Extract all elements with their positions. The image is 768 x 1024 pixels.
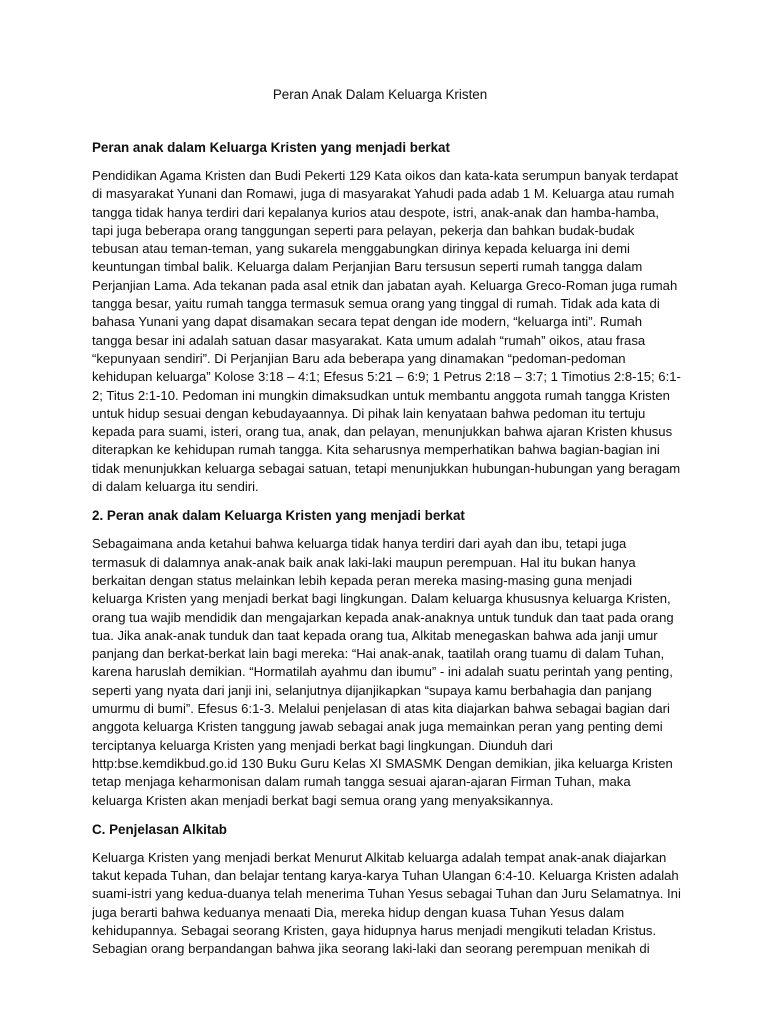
section-3	[92, 820, 682, 959]
document-page	[92, 85, 682, 1020]
section-heading: C. Penjelasan Alkitab	[92, 821, 227, 837]
document-title: Peran Anak Dalam Keluarga Kristen	[272, 87, 488, 102]
section-heading: Peran anak dalam Keluarga Kristen yang menjadi berkat	[92, 140, 450, 155]
section-paragraph: Sebagaimana anda ketahui bahwa keluarga tidak hanya terdiri dari ayah dan ibu, tetapi juga termasuk di dalamnya anak-anak baik anak laki-laki maupun perempuan. Hal itu bukan hanya berkaitan dengan status melainkan lebih kepada peran mereka masing-masing guna menjadi keluarga Kristen yang menjadi berkat bagi lingkungan. Dalam keluarga khususnya keluarga Kristen, orang tua wajib mendidik dan mengajarkan kepada anak-anaknya untuk tunduk dan taat pada orang tua. Jika anak-anak tunduk dan taat kepada orang tua, Alkitab menegaskan bahwa ada janji umur panjang dan berkat-berkat lain bagi mereka: “Hai anak-anak, taatilah orang tuamu di dalam Tuhan, karena haruslah demikian. “Hormatilah ayahmu dan ibumu” - ini adalah suatu perintah yang penting, seperti yang nyata dari janji ini, selanjutnya dijanjikapkan “supaya kamu berbahagia dan panjang umurmu di bumi”. Efesus 6:1-3. Melalui penjelasan di atas kita diajarkan bahwa sebagai bagian dari anggota keluarga Kristen tanggung jawab sebagai anak juga memainkan peran yang penting demi terciptanya keluarga Kristen yang menjadi berkat bagi lingkungan. Diunduh dari http:bse.kemdikbud.go.id 130 Buku Guru Kelas XI SMASMK Dengan demikian, jika keluarga Kristen tetap menjaga keharmonisan dalam rumah tangga sesuai ajaran-ajaran Firman Tuhan, maka keluarga Kristen akan menjadi berkat bagi semua orang yang menyaksikannya.	[92, 536, 674, 808]
section-1	[92, 138, 682, 496]
section-paragraph: Keluarga Kristen yang menjadi berkat Menurut Alkitab keluarga adalah tempat anak-anak diajarkan takut kepada Tuhan, dan belajar tentang karya-karya Tuhan Ulangan 6:4-10. Keluarga Kristen adalah suami-istri yang kedua-duanya telah menerima Tuhan Yesus sebagai Tuhan dan Juru Selamatnya. Ini juga berarti bahwa keduanya menaati Dia, mereka hidup dengan kuasa Tuhan Yesus dalam kehidupannya. Sebagai seorang Kristen, gaya hidupnya harus menjadi mengikuti teladan Kristus. Sebagian orang berpandangan bahwa jika seorang laki-laki dan seorang perempuan menikah di	[92, 849, 681, 957]
section-2	[92, 506, 682, 809]
section-heading: 2. Peran anak dalam Keluarga Kristen yang menjadi berkat	[92, 508, 465, 524]
section-paragraph: Pendidikan Agama Kristen dan Budi Pekerti 129 Kata oikos dan kata-kata serumpun banyak terdapat di masyarakat Yunani dan Romawi, juga di masyarakat Yahudi pada adab 1 M. Keluarga atau rumah tangga tidak hanya terdiri dari kepalanya kurios atau despote, istri, anak-anak dan hamba-hamba, tapi juga beberapa orang tanggungan seperti para pelayan, pekerja dan bahkan budak-budak tebusan atau teman-teman, yang sukarela menggabungkan dirinya kepada keluarga ini demi keuntungan timbal balik. Keluarga dalam Perjanjian Baru tersusun seperti rumah tangga dalam Perjanjian Lama. Ada tekanan pada asal etnik dan jabatan ayah. Keluarga Greco-Roman juga rumah tangga besar, yaitu rumah tangga termasuk semua orang yang tinggal di rumah. Tidak ada kata di bahasa Yunani yang dapat disamakan secara tepat dengan ide modern, “keluarga inti”. Rumah tangga besar ini adalah satuan dasar masyarakat. Kata umum adalah “rumah” oikos, atau frasa “kepunyaan sendiri”. Di Perjanjian Baru ada beberapa yang dinamakan “pedoman-pedoman kehidupan keluarga” Kolose 3:18 – 4:1; Efesus 5:21 – 6:9; 1 Petrus 2:18 – 3:7; 1 Timotius 2:8-15; 6:1-2; Titus 2:1-10. Pedoman ini mungkin dimaksudkan untuk membantu anggota rumah tangga Kristen untuk hidup sesuai dengan kebudayaannya. Di pihak lain kenyataan bahwa pedoman itu tertuju kepada para suami, isteri, orang tua, anak, dan pelayan, menunjukkan bahwa ajaran Kristen khusus diterapkan ke kehidupan rumah tangga. Kita seharusnya memperhatikan bahwa bagian-bagian ini tidak menunjukkan keluarga sebagai satuan, tetapi menunjukkan hubungan-hubungan yang beragam di dalam keluarga itu sendiri.	[92, 168, 681, 495]
